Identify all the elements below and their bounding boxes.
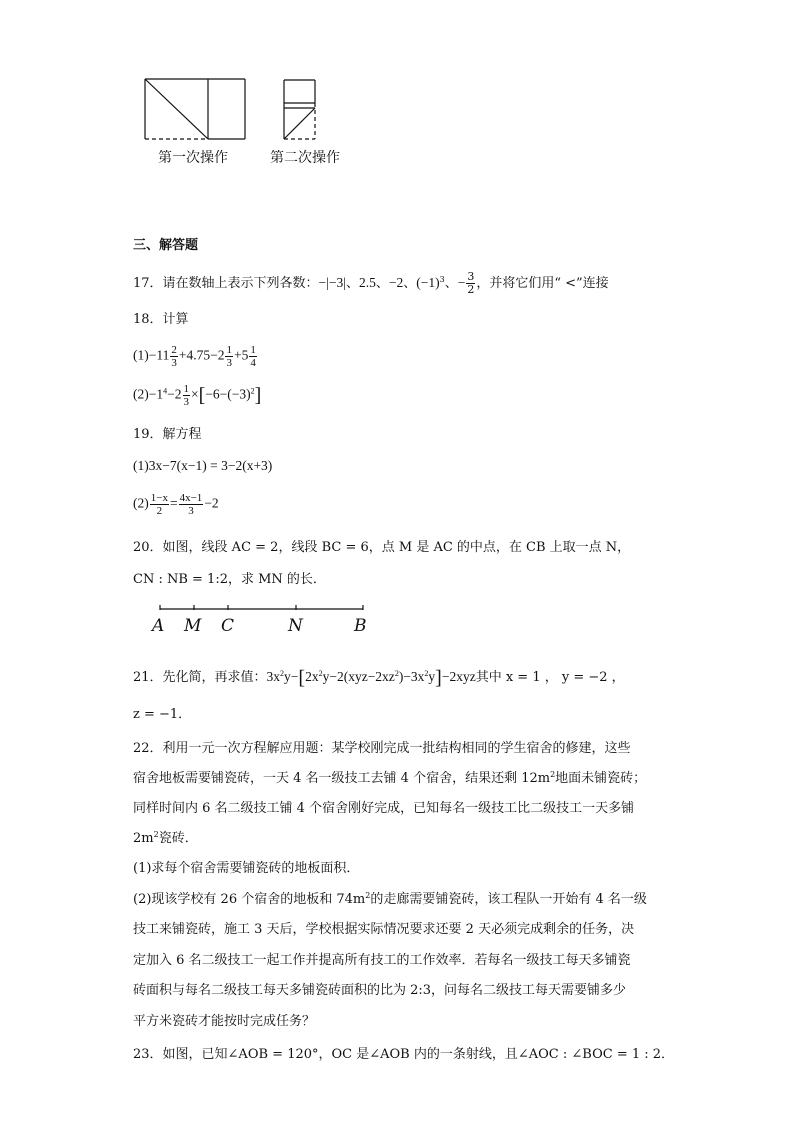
- q21-line2: z = −1．: [133, 707, 192, 722]
- q17-fraction: $\frac{3}{2}$: [467, 270, 475, 296]
- figure-caption-2: 第二次操作: [270, 150, 340, 166]
- q18-part1: (1)−11 $\frac{2}{3}$ +4.75−2 $\frac{1}{3}$ +5 $\frac{1}{4}$: [133, 344, 256, 369]
- q19-title: 19．解方程: [133, 427, 202, 442]
- q22-line4: $2m^2$瓷砖．: [133, 830, 198, 846]
- q20-line1: 20．如图，线段 AC = 2，线段 BC = 6，点 M 是 AC 的中点，在 CB 上取一点 N，: [133, 540, 631, 555]
- q17-n4: (−1): [416, 275, 440, 290]
- q22-line1: 22．利用一元一次方程解应用题：某学校刚完成一批结构相同的学生宿舍的修建，这些: [133, 741, 631, 756]
- figure-caption-1: 第一次操作: [158, 150, 228, 166]
- q18-part2: $(2)-1^4-2$ $\frac{1}{3}$ $\times[-6-(-3)^2]$: [133, 383, 262, 408]
- q22-sub2-line5: 平方米瓷砖才能按时完成任务？: [133, 1014, 316, 1029]
- q23-line1: 23．如图，已知∠AOB = 120°，OC 是∠AOB 内的一条射线，且∠AOC : ∠BOC = 1 : 2．: [133, 1047, 675, 1062]
- q22-sub2-line1: (2)现该学校有 26 个宿舍的地板和 $74m^2$的走廊需要铺瓷砖，该工程队一开始有 4 名一级: [133, 891, 647, 907]
- q22-sub1: (1)求每个宿舍需要铺瓷砖的地板面积．: [133, 861, 360, 876]
- q22-line3: 同样时间内 6 名二级技工铺 4 个宿舍刚好完成，已知每名一级技工比二级技工一天多铺: [133, 801, 635, 816]
- q17-n2: 2.5: [358, 275, 376, 290]
- q22-sub2-line3: 定加入 6 名二级技工一起工作并提高所有技工的工作效率．若每名一级技工每天多铺瓷: [133, 953, 631, 968]
- point-label-m: M: [184, 616, 202, 636]
- question-17: 17．请在数轴上表示下列各数：−|−3|、2.5、−2、$(-1)^3$、− $\frac{3}{2}$ ，并将它们用“ <”连接: [133, 270, 609, 296]
- q17-n1: −|−3|: [318, 275, 346, 290]
- q22-sub2-line4: 砖面积与每名二级技工每天多铺瓷砖面积的比为 2:3，问每名二级技工每天需要铺多少: [133, 983, 627, 998]
- q20-line2: CN : NB = 1:2，求 MN 的长．: [133, 572, 326, 587]
- point-label-c: C: [221, 616, 235, 636]
- q21-line1: 21．先化简，再求值：$3x^2y-[2x^2y-2(xyz-2xz^2)-3x^2y]-2xyz$其中 x = 1 ， y = −2 ，: [133, 667, 625, 689]
- q17-text: 17．请在数轴上表示下列各数：: [133, 276, 319, 291]
- q18-title: 18．计算: [133, 312, 189, 327]
- q17-n3: −2: [388, 275, 404, 290]
- point-label-n: N: [288, 616, 303, 636]
- q17-n5-sign: −: [457, 275, 466, 290]
- point-label-a: A: [152, 616, 165, 636]
- q19-part1: (1)3x−7(x−1) = 3−2(x+3): [133, 458, 273, 473]
- q17-tail: ，并将它们用“ <”连接: [476, 276, 609, 291]
- q19-part2: (2) $\frac{1-x}{2}$ = $\frac{4x-1}{3}$ −2: [133, 492, 219, 517]
- section-title: 三、解答题: [133, 238, 199, 253]
- q22-sub2-line2: 技工来铺瓷砖，施工 3 天后，学校根据实际情况要求还要 2 天必须完成剩余的任务，决: [133, 922, 635, 937]
- point-label-b: B: [354, 616, 367, 636]
- q22-line2: 宿舍地板需要铺瓷砖，一天 4 名一级技工去铺 4 个宿舍，结果还剩 $12m^2$地面未铺瓷砖；: [133, 770, 647, 786]
